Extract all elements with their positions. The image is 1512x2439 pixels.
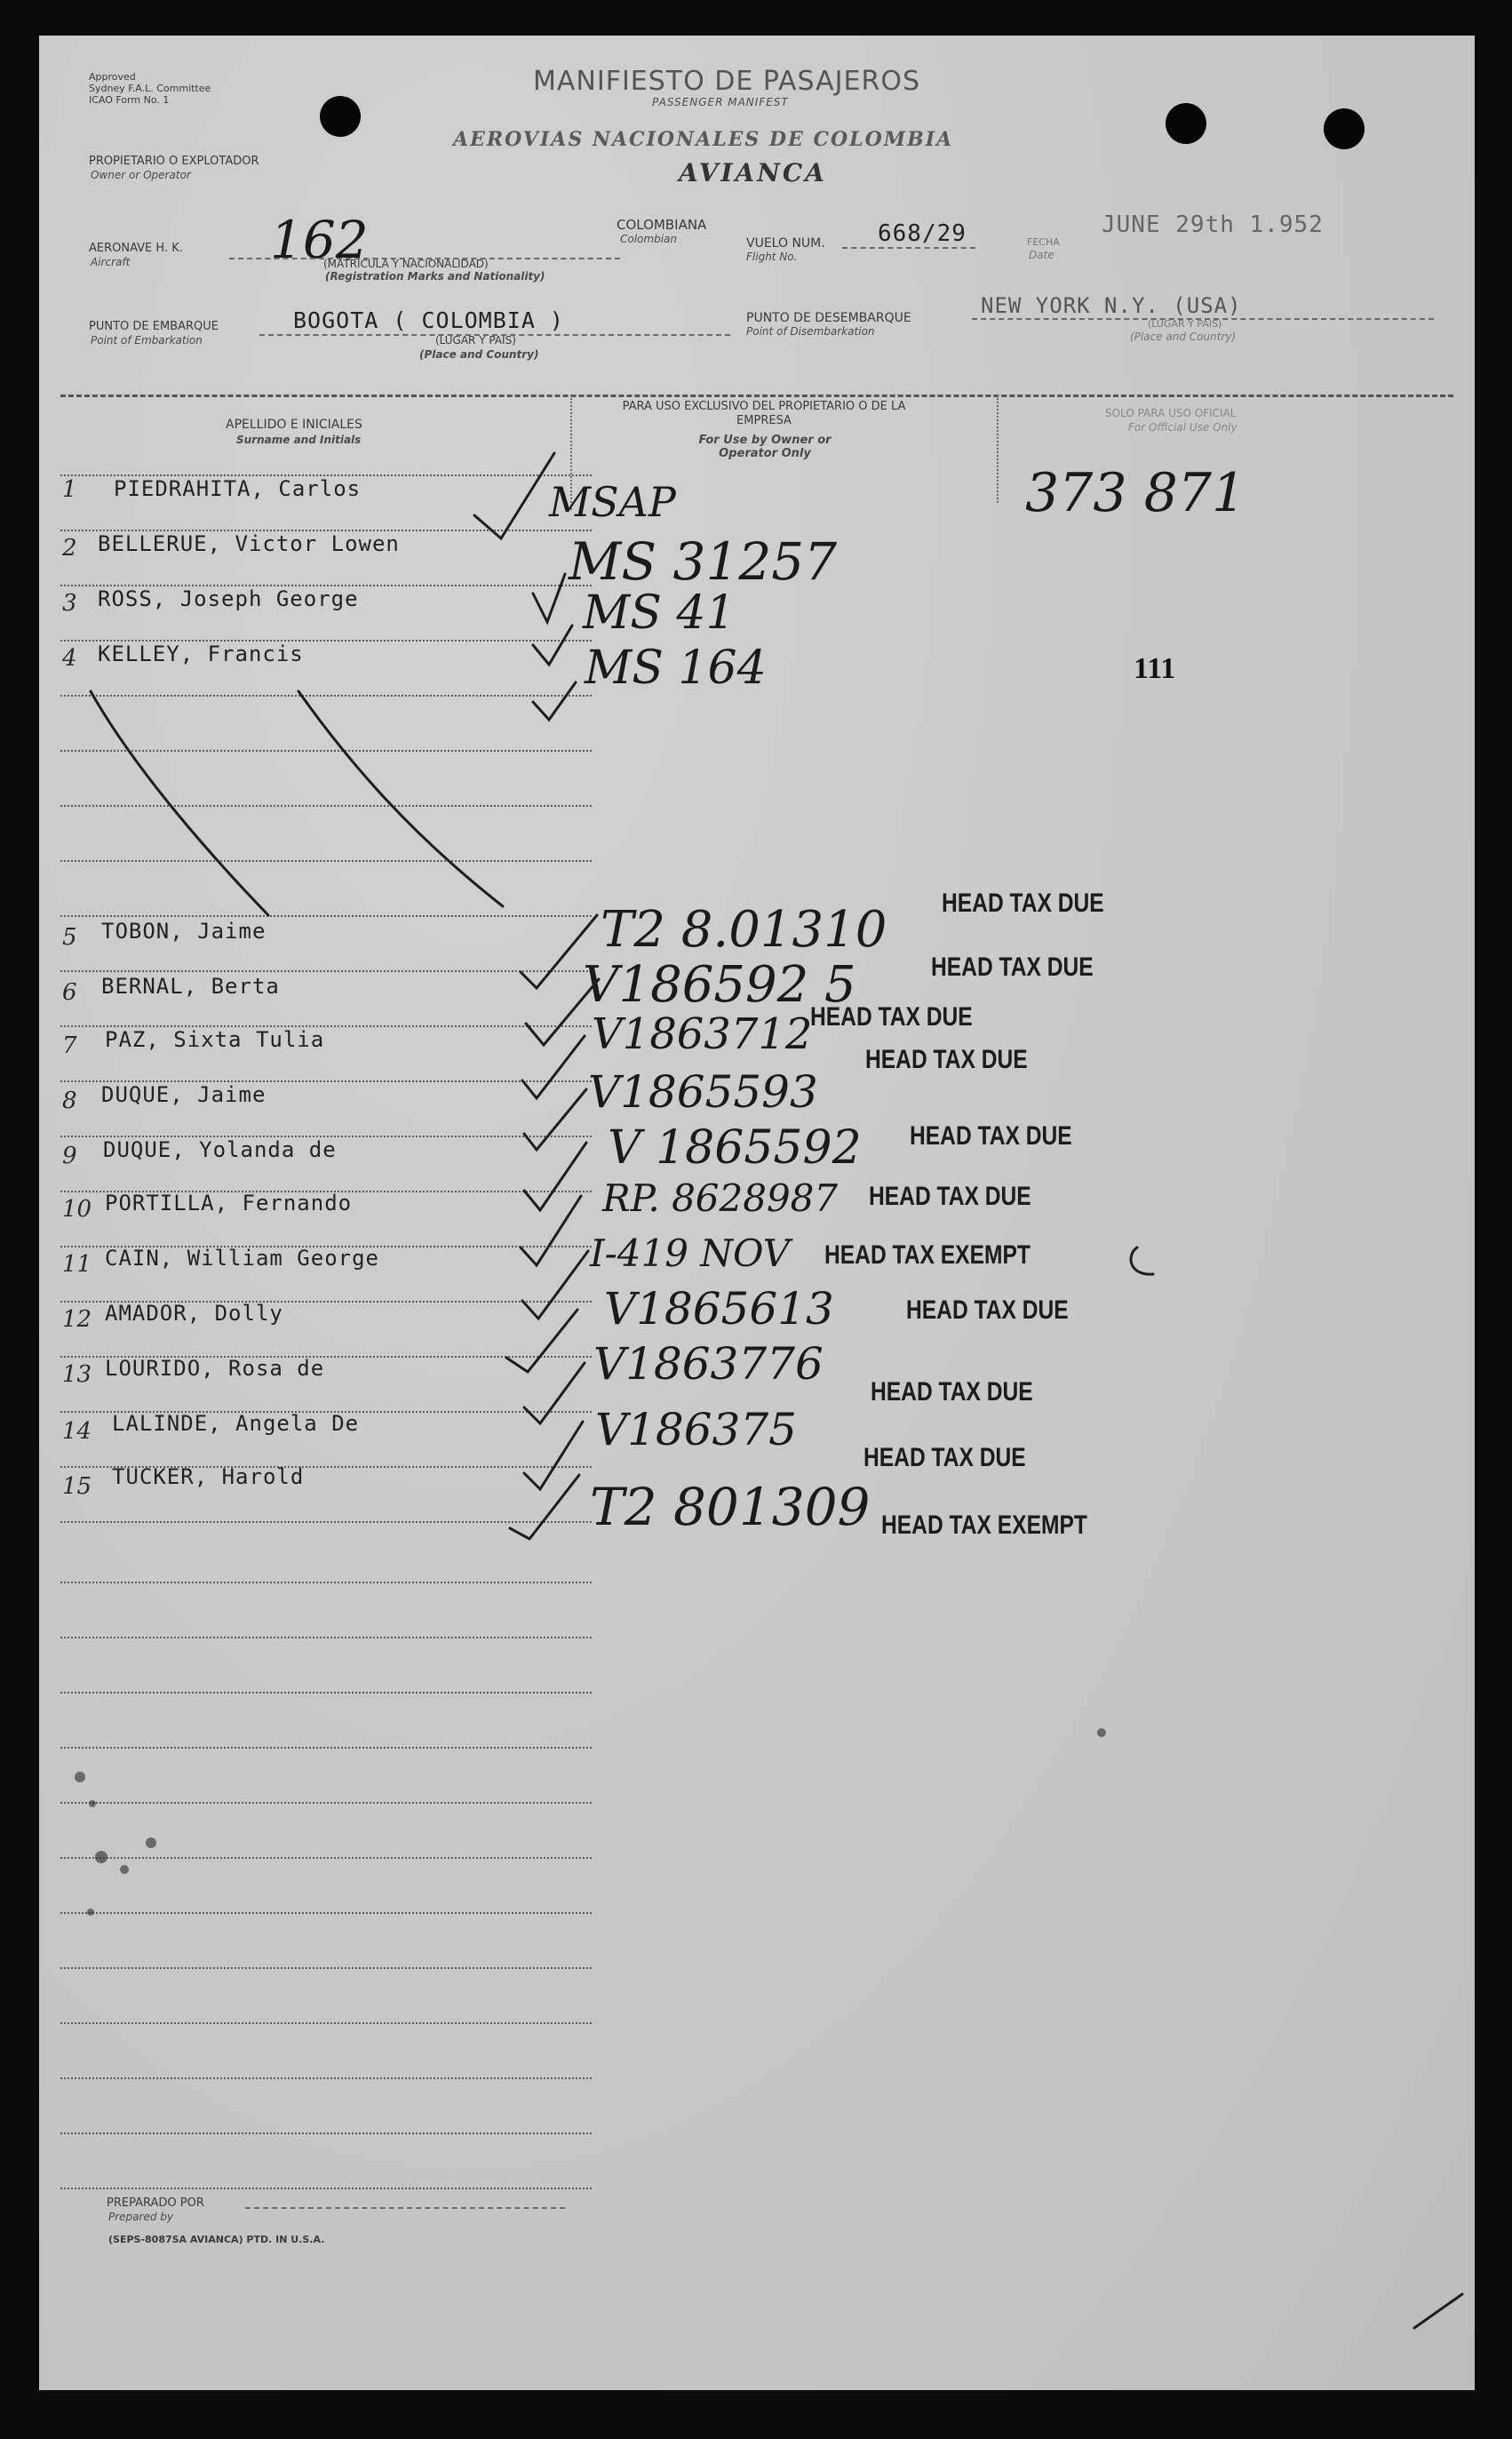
manifest-title-en: PASSENGER MANIFEST	[652, 96, 789, 108]
passenger-name: LOURIDO, Rosa de	[105, 1356, 325, 1381]
embark-label: PUNTO DE EMBARQUE	[89, 320, 219, 333]
row-number: 13	[62, 1361, 92, 1388]
flight-label: VUELO NUM.	[746, 236, 825, 251]
passenger-name: AMADOR, Dolly	[105, 1301, 283, 1326]
page-number: 111	[1134, 652, 1176, 685]
passenger-note: V1863712	[592, 1009, 813, 1059]
head-tax-stamp: HEAD TAX DUE	[863, 1443, 1026, 1472]
official-number: 373 871	[1025, 462, 1246, 524]
place-label-2-en: (Place and Country)	[1130, 331, 1237, 343]
head-tax-stamp: HEAD TAX EXEMPT	[824, 1240, 1031, 1270]
head-tax-stamp: HEAD TAX DUE	[810, 1002, 973, 1032]
place-label-2: (LUGAR Y PAIS)	[1148, 318, 1222, 330]
owner-use-header: PARA USO EXCLUSIVO DEL PROPIETARIO O DE LA EMPRESA	[622, 400, 906, 427]
passenger-note: I-419 NOV	[590, 1231, 791, 1275]
registration-label-en: (Registration Marks and Nationality)	[325, 270, 545, 283]
name-column-header: APELLIDO E INICIALES	[226, 418, 362, 432]
passenger-note: MS 31257	[569, 531, 838, 592]
passenger-name: DUQUE, Yolanda de	[103, 1137, 337, 1162]
manifest-title: MANIFIESTO DE PASAJEROS	[533, 66, 920, 97]
passenger-name: LALINDE, Angela De	[112, 1411, 360, 1436]
disembark-label-en: Point of Disembarkation	[746, 325, 875, 338]
row-number: 6	[62, 979, 77, 1006]
passenger-note: V1863776	[593, 1338, 824, 1390]
passenger-note: V1865593	[588, 1066, 818, 1118]
owner-label: PROPIETARIO O EXPLOTADOR	[89, 155, 259, 168]
head-tax-stamp: HEAD TAX DUE	[910, 1121, 1072, 1151]
nationality-value: COLOMBIANA	[617, 217, 707, 233]
airline-name: AEROVIAS NACIONALES DE COLOMBIA	[453, 128, 954, 151]
head-tax-stamp: HEAD TAX DUE	[931, 952, 1094, 982]
passenger-note: MS 41	[583, 586, 736, 640]
owner-label-en: Owner or Operator	[91, 169, 191, 181]
passenger-name: PIEDRAHITA, Carlos	[114, 476, 362, 501]
passenger-name: TUCKER, Harold	[112, 1464, 305, 1489]
row-number: 1	[62, 476, 77, 503]
passenger-name: DUQUE, Jaime	[101, 1082, 267, 1107]
passenger-note: V 1865592	[608, 1121, 862, 1175]
name-column-header-en: Surname and Initials	[236, 434, 362, 446]
row-number: 4	[62, 645, 77, 672]
row-number: 14	[62, 1418, 92, 1445]
row-number: 3	[62, 590, 77, 617]
embark-label-en: Point of Embarkation	[91, 334, 203, 347]
date-label-en: Date	[1029, 249, 1054, 261]
row-number: 10	[62, 1196, 92, 1223]
passenger-note: T2 801309	[590, 1477, 871, 1537]
head-tax-stamp: HEAD TAX EXEMPT	[881, 1510, 1087, 1540]
passenger-name: PAZ, Sixta Tulia	[105, 1027, 325, 1052]
row-number: 2	[62, 535, 77, 562]
head-tax-stamp: HEAD TAX DUE	[865, 1045, 1028, 1074]
disembark-value: NEW YORK N.Y. (USA)	[981, 293, 1242, 318]
aircraft-number: 162	[270, 210, 369, 270]
disembark-label: PUNTO DE DESEMBARQUE	[746, 311, 911, 325]
flight-label-en: Flight No.	[746, 251, 798, 263]
registration-label: (MATRICULA Y NACIONALIDAD)	[323, 258, 489, 270]
passenger-note: RP. 8628987	[602, 1176, 839, 1220]
place-label-en: (Place and Country)	[419, 348, 539, 361]
nationality-en: Colombian	[620, 233, 677, 245]
aircraft-label-en: Aircraft	[91, 256, 131, 268]
head-tax-stamp: HEAD TAX DUE	[906, 1295, 1069, 1325]
flight-date: JUNE 29th 1.952	[1102, 211, 1324, 238]
passenger-note: V186592 5	[583, 956, 856, 1014]
passenger-note: MSAP	[549, 478, 676, 526]
passenger-name: TOBON, Jaime	[101, 919, 267, 944]
row-number: 11	[62, 1251, 92, 1278]
prepared-label: PREPARADO POR	[107, 2196, 204, 2210]
official-use-header-en: For Official Use Only	[1128, 421, 1237, 434]
passenger-name: KELLEY, Francis	[98, 642, 304, 666]
official-use-header: SOLO PARA USO OFICIAL	[1105, 407, 1237, 419]
owner-use-header-en: For Use by Owner or Operator Only	[698, 434, 832, 460]
row-number: 8	[62, 1088, 77, 1114]
aircraft-label: AERONAVE H. K.	[89, 242, 183, 255]
airline-brand: AVIANCA	[679, 158, 827, 187]
row-number: 7	[62, 1032, 77, 1059]
passenger-name: BERNAL, Berta	[101, 974, 280, 999]
handwritten-marks	[39, 36, 1475, 2390]
place-label: (LUGAR Y PAIS)	[435, 334, 516, 347]
head-tax-stamp: HEAD TAX DUE	[869, 1182, 1031, 1211]
manifest-sheet	[39, 36, 1475, 2390]
row-number: 12	[62, 1306, 92, 1333]
row-number: 9	[62, 1143, 77, 1169]
head-tax-stamp: HEAD TAX DUE	[942, 889, 1104, 918]
passenger-name: CAIN, William George	[105, 1246, 379, 1271]
head-tax-stamp: HEAD TAX DUE	[871, 1377, 1033, 1407]
passenger-name: PORTILLA, Fernando	[105, 1191, 353, 1216]
row-number: 15	[62, 1473, 92, 1500]
passenger-note: V186375	[595, 1404, 797, 1455]
passenger-note: V1865613	[604, 1283, 834, 1335]
passenger-note: MS 164	[585, 642, 767, 695]
passenger-note: T2 8.01310	[601, 901, 887, 959]
passenger-name: ROSS, Joseph George	[98, 586, 359, 611]
approved-note: Approved Sydney F.A.L. Committee ICAO Form No. 1	[89, 71, 211, 106]
flight-number: 668/29	[878, 220, 967, 247]
prepared-label-en: Prepared by	[108, 2211, 173, 2223]
embark-value: BOGOTA ( COLOMBIA )	[293, 307, 564, 333]
date-label: FECHA	[1027, 236, 1060, 248]
printer-line: (SEPS-8087SA AVIANCA) PTD. IN U.S.A.	[108, 2234, 325, 2245]
passenger-name: BELLERUE, Victor Lowen	[98, 531, 400, 556]
row-number: 5	[62, 924, 77, 951]
